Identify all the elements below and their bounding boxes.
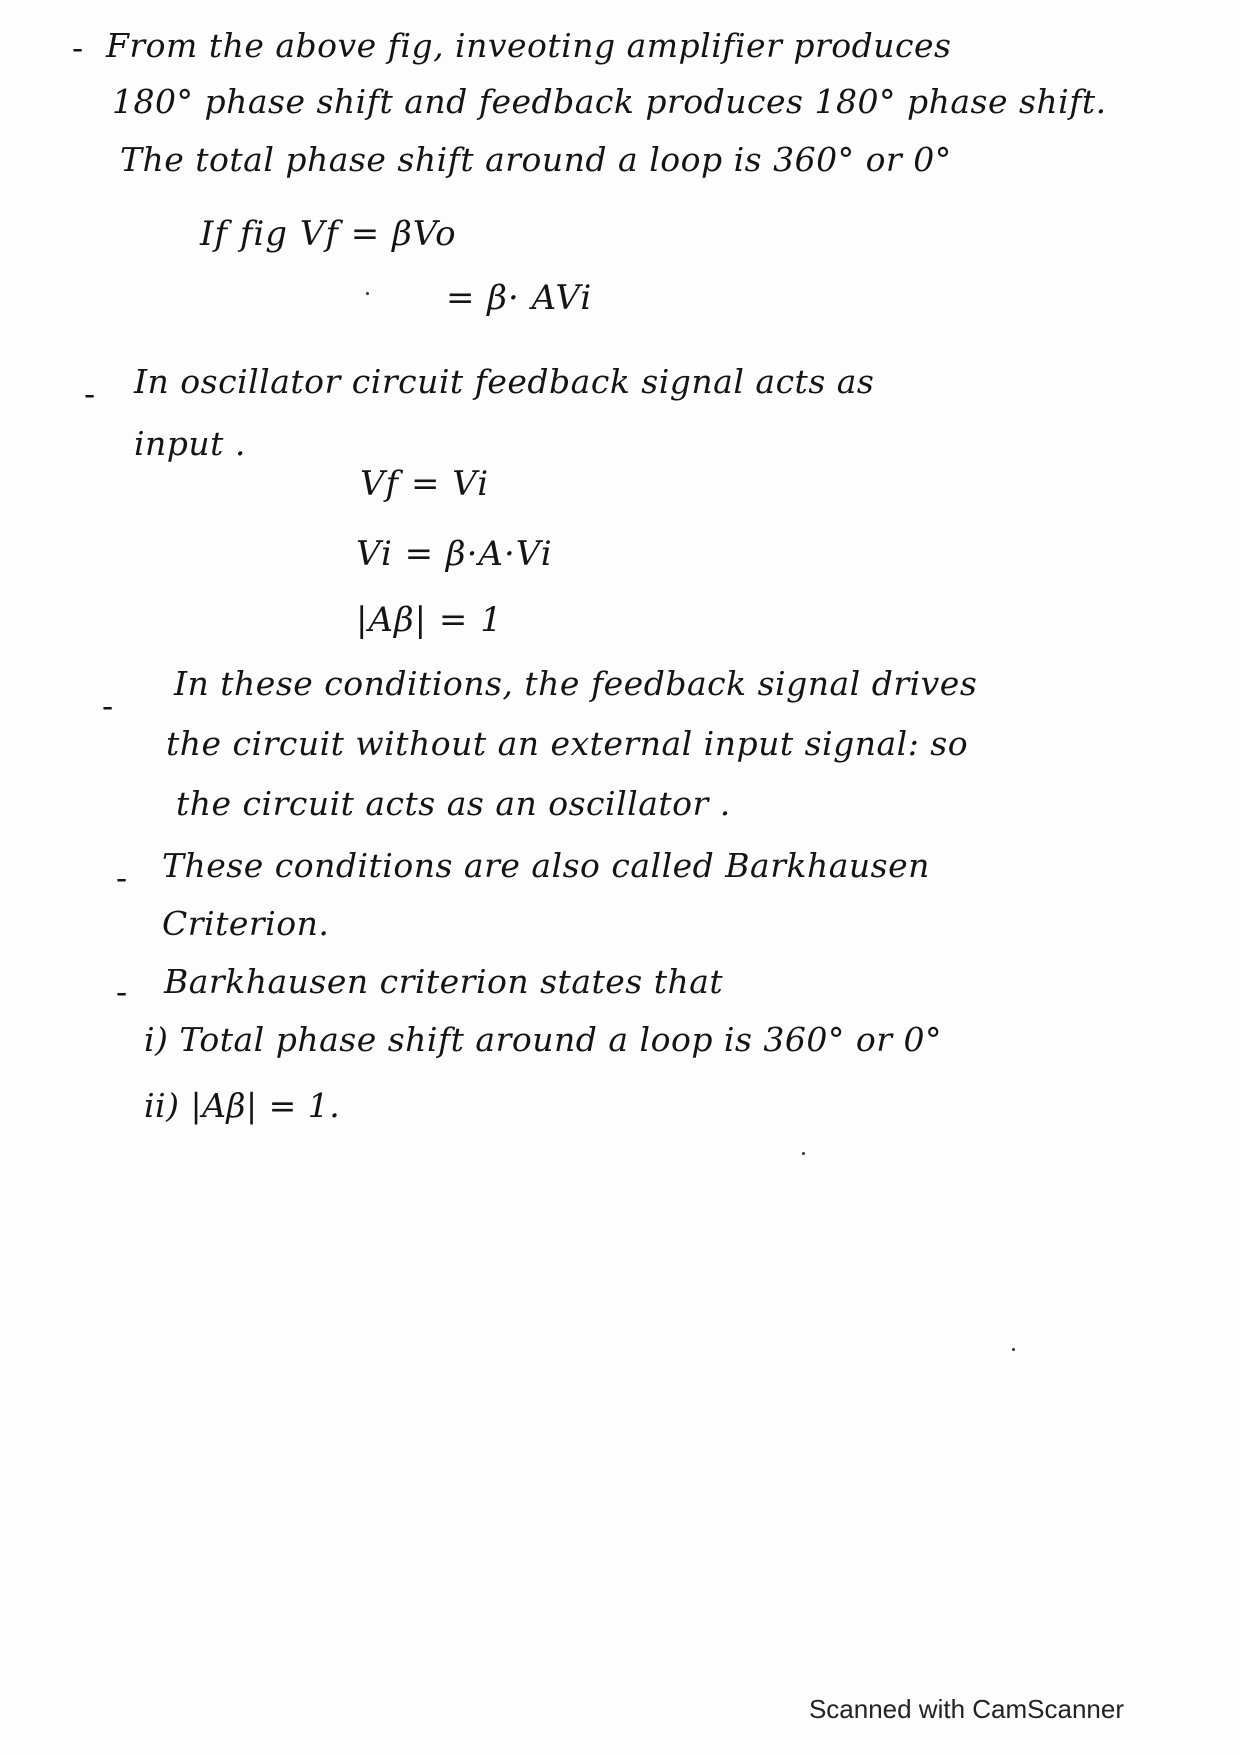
- note-line: From the above fig, inveoting amplifier produces: [106, 26, 952, 65]
- equation-line: |Aβ| = 1: [356, 600, 503, 640]
- equation-line: If fig Vf = βVo: [200, 214, 457, 254]
- bullet-dash: -: [116, 972, 128, 1011]
- equation-line: Vi = β·A·Vi: [356, 534, 553, 574]
- list-item: ii) |Aβ| = 1.: [144, 1086, 341, 1125]
- note-line: the circuit without an external input signal: so: [166, 724, 969, 763]
- ink-speck: [366, 292, 369, 295]
- note-line: Barkhausen criterion states that: [164, 962, 724, 1001]
- note-line: the circuit acts as an oscillator .: [176, 784, 731, 823]
- bullet-dash: -: [102, 686, 114, 725]
- note-line: In oscillator circuit feedback signal acts as: [134, 362, 875, 401]
- equation-line: Vf = Vi: [360, 464, 490, 504]
- equation-line: = β· AVi: [446, 278, 593, 318]
- camscanner-watermark: Scanned with CamScanner: [808, 1694, 1124, 1724]
- bullet-dash: -: [84, 374, 96, 413]
- note-line: These conditions are also called Barkhausen: [162, 846, 930, 885]
- note-line: The total phase shift around a loop is 360° or 0°: [120, 140, 952, 179]
- list-item: i) Total phase shift around a loop is 360° or 0°: [144, 1020, 943, 1059]
- ink-speck: [802, 1152, 805, 1155]
- note-line: 180° phase shift and feedback produces 180° phase shift.: [112, 82, 1107, 121]
- note-line: In these conditions, the feedback signal drives: [174, 664, 978, 703]
- ink-speck: [1012, 1348, 1015, 1351]
- note-line: Criterion.: [162, 904, 330, 943]
- bullet-dash: -: [72, 28, 84, 67]
- note-line: input .: [134, 424, 246, 463]
- bullet-dash: -: [116, 858, 128, 897]
